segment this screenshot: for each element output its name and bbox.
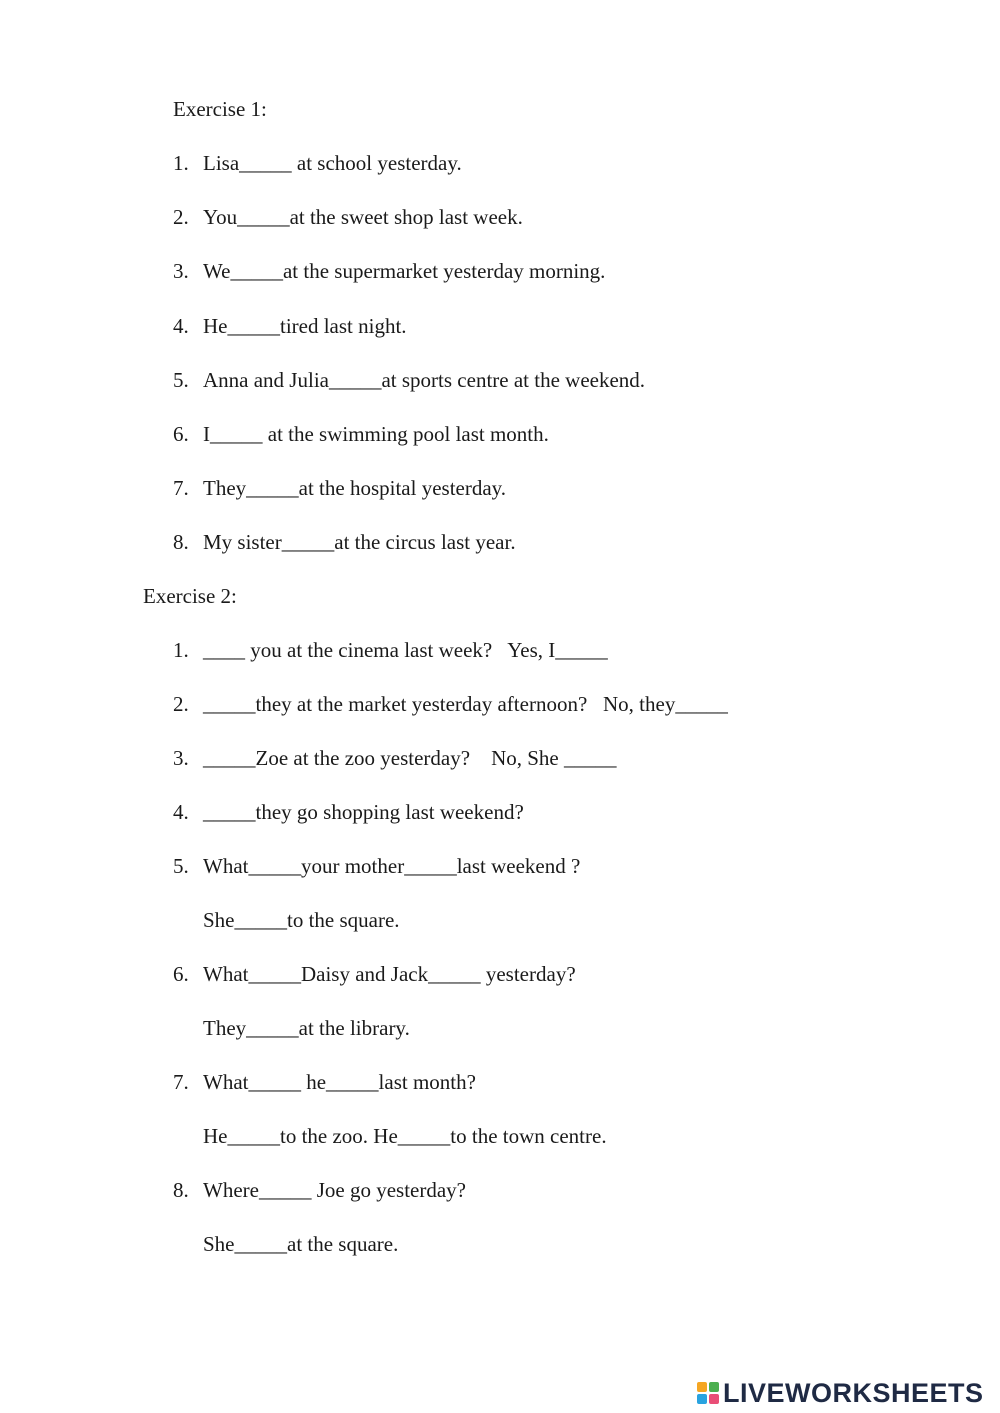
exercise-2-item-6 xyxy=(173,962,576,986)
item-text: Where_____ Joe go yesterday? xyxy=(203,1178,466,1202)
item-text: _____they go shopping last weekend? xyxy=(203,800,524,824)
item-number: 1. xyxy=(173,638,189,662)
exercise-2-item-6-answer: They_____at the library. xyxy=(203,1016,410,1040)
item-number: 4. xyxy=(173,800,189,824)
exercise-1-item-8 xyxy=(173,530,516,554)
exercise-1-item-7 xyxy=(173,476,506,500)
exercise-1-item-3 xyxy=(173,259,605,283)
exercise-1-item-6 xyxy=(173,422,549,446)
exercise-2-item-4 xyxy=(173,800,524,824)
item-text: My sister_____at the circus last year. xyxy=(203,530,516,554)
item-text: They_____at the hospital yesterday. xyxy=(203,476,507,500)
item-text: I_____ at the swimming pool last month. xyxy=(203,422,549,446)
item-number: 8. xyxy=(173,530,189,554)
item-text: What_____ he_____last month? xyxy=(203,1070,476,1094)
item-number: 4. xyxy=(173,314,189,338)
item-number: 3. xyxy=(173,746,189,770)
exercise-2-title: Exercise 2: xyxy=(143,584,237,608)
item-number: 5. xyxy=(173,368,189,392)
item-text: He_____tired last night. xyxy=(203,314,407,338)
item-text: _____they at the market yesterday afternoon? No, they_____ xyxy=(203,692,728,716)
exercise-1-title: Exercise 1: xyxy=(173,97,267,121)
logo-text: LIVEWORKSHEETS xyxy=(723,1377,984,1408)
item-number: 5. xyxy=(173,854,189,878)
logo-square xyxy=(709,1382,719,1392)
exercise-2-item-8-answer: She_____at the square. xyxy=(203,1232,399,1256)
item-text: What_____your mother_____last weekend ? xyxy=(203,854,581,878)
item-number: 1. xyxy=(173,151,189,175)
exercise-2-item-2 xyxy=(173,692,728,716)
item-number: 8. xyxy=(173,1178,189,1202)
exercise-1-item-5 xyxy=(173,368,645,392)
item-number: 2. xyxy=(173,205,189,229)
item-number: 3. xyxy=(173,259,189,283)
item-text: We_____at the supermarket yesterday morning. xyxy=(203,259,606,283)
logo-square xyxy=(697,1382,707,1392)
exercise-1-item-4 xyxy=(173,314,407,338)
item-number: 7. xyxy=(173,476,189,500)
exercise-1-item-1 xyxy=(173,151,462,175)
item-number: 6. xyxy=(173,422,189,446)
liveworksheets-logo xyxy=(697,1377,984,1409)
exercise-2-item-7-answer: He_____to the zoo. He_____to the town centre. xyxy=(203,1124,607,1148)
item-text: What_____Daisy and Jack_____ yesterday? xyxy=(203,962,576,986)
item-text: You_____at the sweet shop last week. xyxy=(203,205,523,229)
exercise-2-item-5-answer: She_____to the square. xyxy=(203,908,400,932)
item-number: 7. xyxy=(173,1070,189,1094)
item-text: Anna and Julia_____at sports centre at the weekend. xyxy=(203,368,646,392)
exercise-2-item-7 xyxy=(173,1070,476,1094)
exercise-2-item-8 xyxy=(173,1178,466,1202)
exercise-2-item-1 xyxy=(173,638,608,662)
exercise-2-item-3 xyxy=(173,746,616,770)
item-number: 2. xyxy=(173,692,189,716)
item-text: Lisa_____ at school yesterday. xyxy=(203,151,462,175)
liveworksheets-logo-icon xyxy=(697,1382,719,1404)
item-number: 6. xyxy=(173,962,189,986)
item-text: _____Zoe at the zoo yesterday? No, She _____ xyxy=(203,746,617,770)
exercise-1-item-2 xyxy=(173,205,523,229)
exercise-2-item-5 xyxy=(173,854,580,878)
item-text: ____ you at the cinema last week? Yes, I_____ xyxy=(203,638,608,662)
logo-square xyxy=(697,1394,707,1404)
logo-square xyxy=(709,1394,719,1404)
